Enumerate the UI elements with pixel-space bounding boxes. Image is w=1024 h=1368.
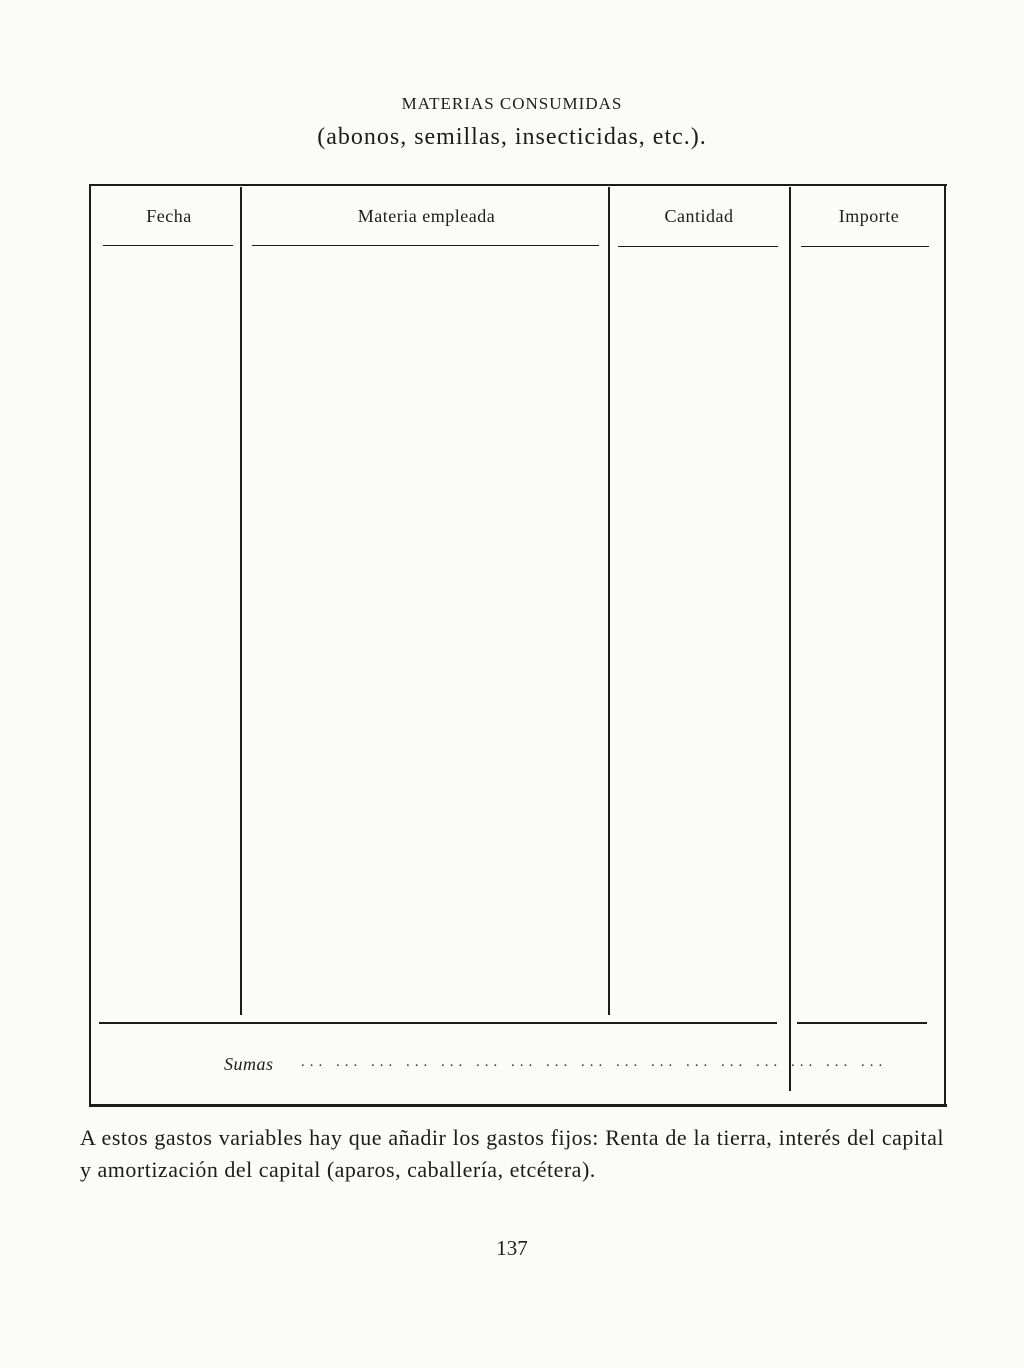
materials-ledger-table xyxy=(89,184,947,1108)
header-cantidad: Cantidad xyxy=(664,206,734,226)
page-subtitle: (abonos, semillas, insecticidas, etc.). xyxy=(317,124,707,150)
totals-label: Sumas xyxy=(224,1054,274,1074)
header-rule-cantidad xyxy=(618,246,778,247)
header-rule-materia xyxy=(252,245,599,246)
column-divider-cantidad xyxy=(789,187,791,1091)
column-divider-materia xyxy=(608,187,610,1015)
table-bottom-border xyxy=(89,1104,947,1107)
table-top-border xyxy=(89,184,947,186)
body-paragraph: A estos gastos variables hay que añadir los gastos fijos: Renta de la tierra, interés del capital y amortización del capital (aparos, caballería, etcétera). xyxy=(80,1125,944,1182)
table-left-border xyxy=(89,184,91,1106)
totals-rule-left xyxy=(99,1022,777,1024)
header-fecha: Fecha xyxy=(146,206,192,226)
totals-leader-dots: ... ... ... ... ... ... ... ... ... ... ... ... ... ... ... ... ... xyxy=(301,1054,888,1070)
header-importe: Importe xyxy=(838,206,900,226)
totals-rule-right xyxy=(797,1022,927,1024)
page-number: 137 xyxy=(496,1236,528,1260)
header-materia-empleada: Materia empleada xyxy=(357,206,496,226)
column-divider-fecha xyxy=(240,187,242,1015)
header-rule-fecha xyxy=(103,245,233,246)
page-title: MATERIAS CONSUMIDAS xyxy=(401,94,623,113)
table-right-border xyxy=(944,184,946,1106)
header-rule-importe xyxy=(801,246,929,247)
